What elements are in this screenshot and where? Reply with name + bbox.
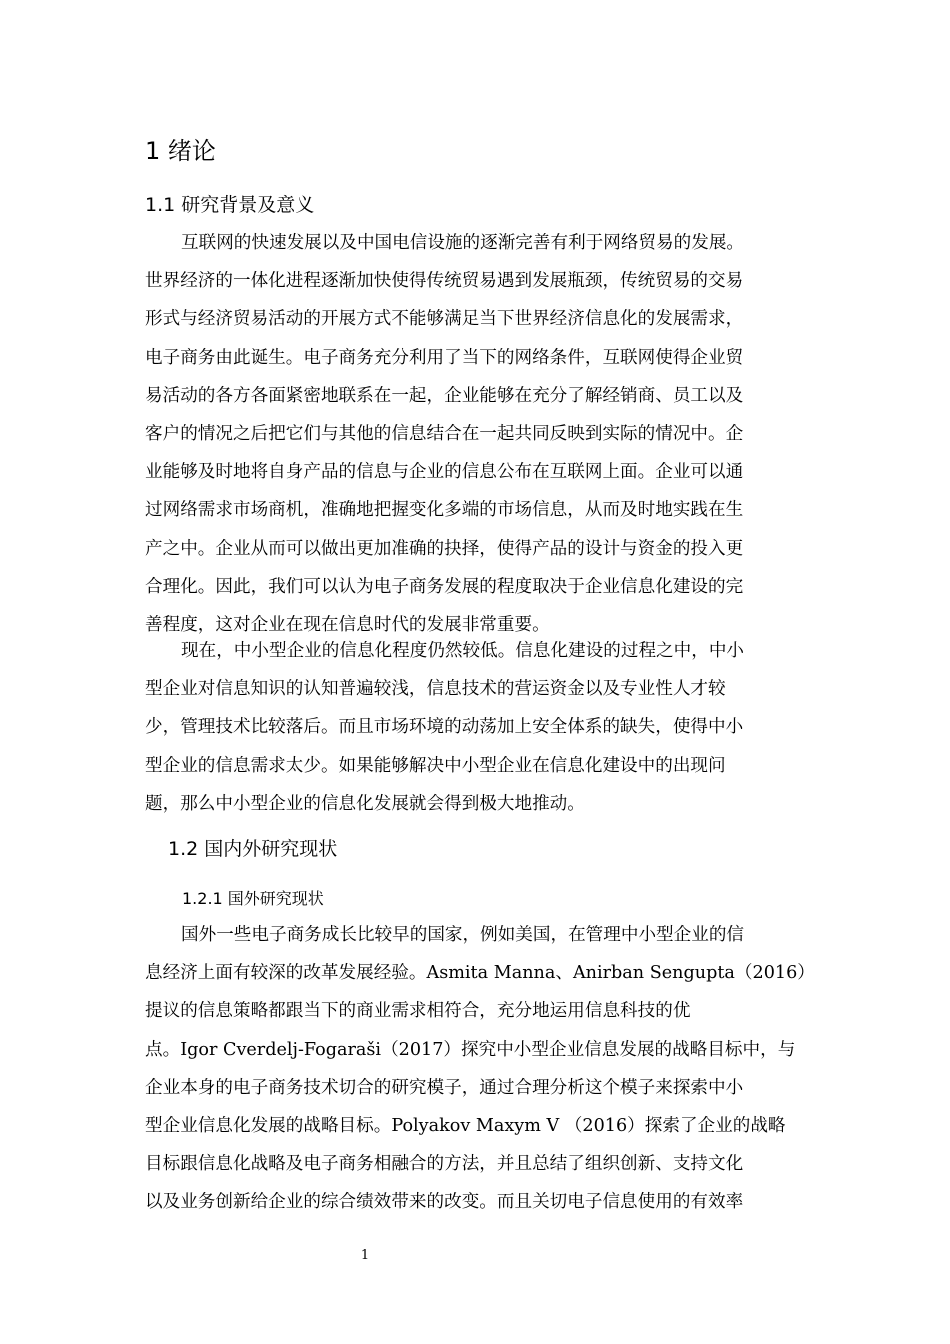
text-line: 互联网的快速发展以及中国电信设施的逐渐完善有利于网络贸易的发展。 [181, 233, 745, 253]
text-line: 业能够及时地将自身产品的信息与企业的信息公布在互联网上面。企业可以通 [145, 462, 744, 483]
text-line: 提议的信息策略都跟当下的商业需求相符合，充分地运用信息科技的优 [145, 1001, 691, 1022]
text-line: 型企业的信息需求太少。如果能够解决中小型企业在信息化建设中的出现问 [145, 755, 726, 776]
text-line: 现在，中小型企业的信息化程度仍然较低。信息化建设的过程之中，中小 [181, 641, 745, 661]
text-line: 电子商务由此诞生。电子商务充分利用了当下的网络条件，互联网使得企业贸 [145, 347, 744, 368]
paragraph-background-2 [145, 632, 805, 823]
text-line: 目标跟信息化战略及电子商务相融合的方法，并且总结了组织创新、支持文化 [145, 1154, 744, 1175]
paragraph-foreign-research [145, 916, 815, 1222]
text-line: 题，那么中小型企业的信息化发展就会得到极大地推动。 [145, 793, 585, 814]
text-line: 型企业对信息知识的认知普遍较浅，信息技术的营运资金以及专业性人才较 [145, 679, 726, 700]
section-heading-1-2: 1.2 国内外研究现状 [168, 838, 338, 860]
text-line: 易活动的各方各面紧密地联系在一起，企业能够在充分了解经销商、员工以及 [145, 385, 744, 406]
text-line: 客户的情况之后把它们与其他的信息结合在一起共同反映到实际的情况中。企 [145, 423, 744, 444]
subsection-heading-1-2-1: 1.2.1 国外研究现状 [182, 889, 324, 908]
text-line: 过网络需求市场商机，准确地把握变化多端的市场信息，从而及时地实践在生 [145, 500, 744, 521]
text-line: 国外一些电子商务成长比较早的国家，例如美国，在管理中小型企业的信 [181, 925, 745, 945]
chapter-heading: 1 绪论 [145, 137, 216, 165]
text-line: 息经济上面有较深的改革发展经验。Asmita Manna、Anirban Sengupta（2016） [145, 963, 815, 984]
text-line: 形式与经济贸易活动的开展方式不能够满足当下世界经济信息化的发展需求， [145, 309, 744, 330]
text-line: 产之中。企业从而可以做出更加准确的抉择，使得产品的设计与资金的投入更 [145, 538, 744, 559]
text-line: 善程度，这对企业在现在信息时代的发展非常重要。 [145, 614, 550, 635]
text-line: 世界经济的一体化进程逐渐加快使得传统贸易遇到发展瓶颈，传统贸易的交易 [145, 271, 744, 292]
text-line: 型企业信息化发展的战略目标。Polyakov Maxym V （2016）探索了企业的战略 [145, 1115, 786, 1136]
paragraph-background-1 [145, 224, 805, 644]
text-line: 少，管理技术比较落后。而且市场环境的动荡加上安全体系的缺失，使得中小 [145, 717, 744, 738]
text-line: 合理化。因此，我们可以认为电子商务发展的程度取决于企业信息化建设的完 [145, 576, 744, 597]
text-line: 企业本身的电子商务技术切合的研究模子，通过合理分析这个模子来探索中小 [145, 1077, 744, 1098]
page-number: 1 [360, 1248, 370, 1263]
text-line: 以及业务创新给企业的综合绩效带来的改变。而且关切电子信息使用的有效率 [145, 1192, 744, 1213]
section-heading-1-1: 1.1 研究背景及意义 [145, 194, 315, 216]
text-line: 点。Igor Cverdelj-Fogaraši（2017）探究中小型企业信息发展的战略目标中，与 [145, 1039, 796, 1060]
